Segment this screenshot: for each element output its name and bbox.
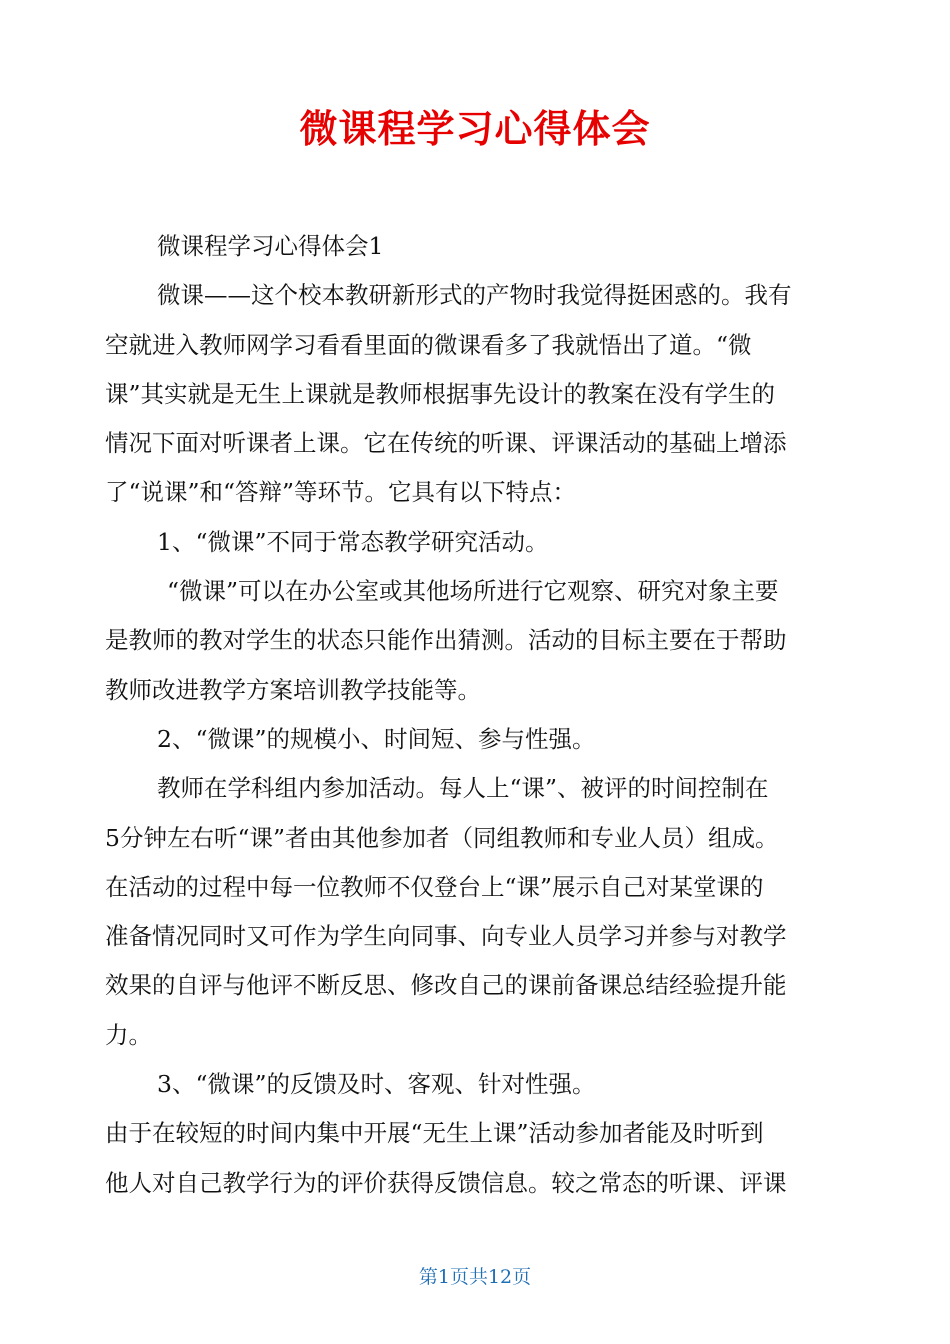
list-item-heading: 3、“微课”的反馈及时、客观、针对性强。 [157,1070,596,1099]
section-heading: 微课程学习心得体会1 [157,232,384,260]
document-body [105,222,845,1208]
paragraph-line: 5分钟左右听“课”者由其他参加者（同组教师和专业人员）组成。 [105,823,779,852]
paragraph-line: 在活动的过程中每一位教师不仅登台上“课”展示自己对某堂课的 [105,872,764,901]
paragraph-line: 情况下面对听课者上课。它在传统的听课、评课活动的基础上增添 [105,429,787,458]
page-number-footer: 第1页共12页 [418,1266,532,1288]
paragraph-line: 微课——这个校本教研新形式的产物时我觉得挺困惑的。我有 [157,281,792,310]
paragraph-line: 空就进入教师网学习看看里面的微课看多了我就悟出了道。“微 [105,330,752,359]
paragraph-line: 效果的自评与他评不断反思、修改自己的课前备课总结经验提升能 [105,971,787,1000]
paragraph-line: 是教师的教对学生的状态只能作出猜测。活动的目标主要在于帮助 [105,626,787,655]
paragraph-line: 课”其实就是无生上课就是教师根据事先设计的教案在没有学生的 [105,379,776,408]
paragraph-line: 教师改进教学方案培训教学技能等。 [105,675,481,704]
list-item-heading: 1、“微课”不同于常态教学研究活动。 [157,527,549,556]
document-title: 微课程学习心得体会 [299,107,651,151]
paragraph-line: 由于在较短的时间内集中开展“无生上课”活动参加者能及时听到 [105,1119,764,1148]
paragraph-line: “微课”可以在办公室或其他场所进行它观察、研究对象主要 [167,577,779,606]
paragraph-line: 力。 [105,1020,152,1049]
paragraph-line: 他人对自己教学行为的评价获得反馈信息。较之常态的听课、评课 [105,1168,787,1197]
paragraph-line: 了“说课”和“答辩”等环节。它具有以下特点： [105,478,577,507]
paragraph-line: 教师在学科组内参加活动。每人上“课”、被评的时间控制在 [157,774,769,803]
list-item-heading: 2、“微课”的规模小、时间短、参与性强。 [157,724,596,753]
paragraph-line: 准备情况同时又可作为学生向同事、向专业人员学习并参与对教学 [105,922,787,951]
